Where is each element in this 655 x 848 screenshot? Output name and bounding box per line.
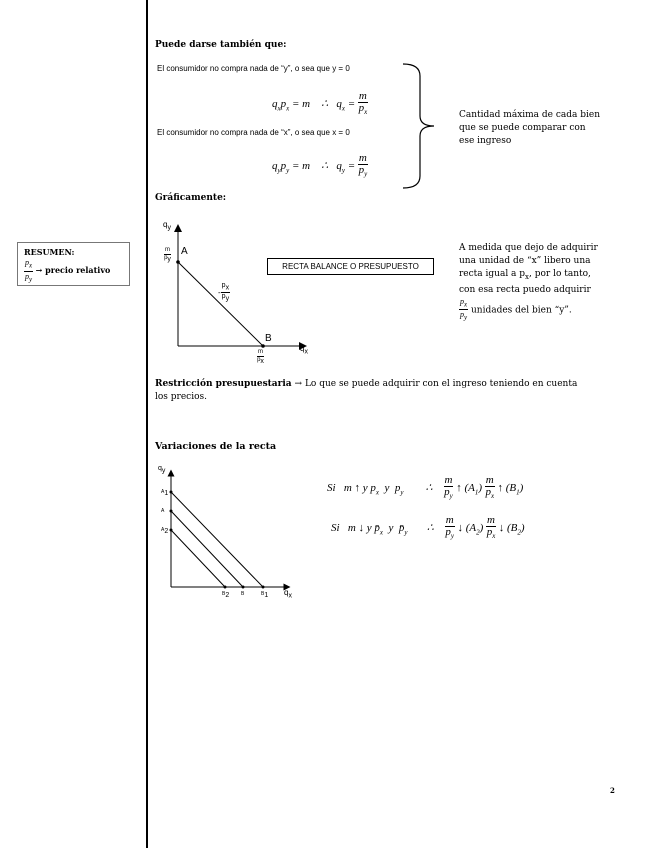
graph1-label-b: B: [265, 333, 272, 344]
graph2-point-b: [242, 586, 245, 589]
graph2-point-a1: [170, 491, 173, 494]
budget-line-graph: [158, 218, 323, 368]
graph1-point-a: [176, 260, 180, 264]
shifted-budget-lines-graph: [155, 465, 305, 605]
graph2-label-a1: $A_1$: [161, 489, 169, 497]
graph2-point-b2: [224, 586, 227, 589]
graph1-intercept-a: $\frac{m}{p_y}$: [164, 247, 171, 264]
graph2-label-b: B: [241, 591, 245, 597]
resumen-formula: $\frac{p_x}{p_y}$ → precio relativo: [25, 258, 111, 284]
graph1-point-b: [261, 344, 265, 348]
graph1-label-a: A: [181, 246, 188, 257]
variaciones-heading: Variaciones de la recta: [155, 441, 277, 452]
page-number: 2: [610, 786, 615, 795]
graficamente-heading: Gráficamente:: [155, 193, 227, 203]
graph2-label-b2: $B_2$: [222, 591, 230, 599]
graph2-point-a: [170, 510, 173, 513]
graph1-intercept-b: $\frac{m}{p_x}$: [257, 349, 264, 366]
side-note: A medida que dejo de adquirir una unidad de “x” libero una recta igual a $p_x$, por lo tanto, con esa recta puedo adquirir $\frac{p_x}{p_y}$ unidades del bien “y”.: [459, 243, 598, 322]
graph2-line-middle: [171, 511, 243, 587]
section-title: Puede darse también que:: [155, 40, 287, 50]
variation-equation-1: Si m ↑ y $p_x$ y $p_y$ ∴ $\frac{m}{p_y}$ ↑ $(A_1)$ $\frac{m}{p_x}$ ↑ $(B_1)$: [327, 474, 524, 501]
graph2-line-upper: [171, 492, 263, 587]
case-y-text: El consumidor no compra nada de “y”, o sea que y = 0: [157, 64, 350, 73]
margin-rule: [146, 0, 148, 848]
resumen-title: RESUMEN:: [24, 247, 75, 257]
graph1-budget-line: [178, 262, 263, 346]
case-x-text: El consumidor no compra nada de “x”, o sea que x = 0: [157, 128, 350, 137]
brace-note: Cantidad máxima de cada bien que se puede comparar con ese ingreso: [459, 110, 601, 146]
variation-equation-2: Si m ↓ y $p̄_x$ y $p̄_y$ ∴ $\frac{m}{p_y}$ ↓ $(A_2)$ $\frac{m}{p_x}$ ↓ $(B_2)$: [331, 514, 525, 541]
graph2-y-label: $q_y$: [158, 465, 166, 475]
equation-qy: $q_yp_y = m$ ∴ $q_y$ = $\frac{m}{p_y}$: [272, 152, 368, 179]
graph1-y-label: $q_y$: [163, 220, 171, 232]
graph2-label-a2: $A_2$: [161, 527, 169, 535]
resumen-box: [17, 242, 130, 286]
graph1-slope: - $\frac{p_x}{p_y}$: [218, 282, 230, 303]
budget-line-label: RECTA BALANCE O PRESUPUESTO: [267, 258, 434, 275]
graph1-x-label: $q_x$: [300, 344, 308, 356]
graph2-label-a: A: [161, 508, 165, 514]
curly-brace: [400, 62, 440, 190]
restriccion-paragraph: Restricción presupuestaria → Lo que se puede adquirir con el ingreso teniendo en cuenta los precios.: [155, 379, 578, 402]
graph2-line-lower: [171, 530, 225, 587]
graph2-point-a2: [170, 529, 173, 532]
graph2-x-label: $q_x$: [284, 588, 292, 600]
equation-qx: $q_xp_x = m$ ∴ $q_x$ = $\frac{m}{p_x}$: [272, 90, 368, 117]
graph2-point-b1: [262, 586, 265, 589]
graph2-label-b1: $B_1$: [261, 591, 269, 599]
